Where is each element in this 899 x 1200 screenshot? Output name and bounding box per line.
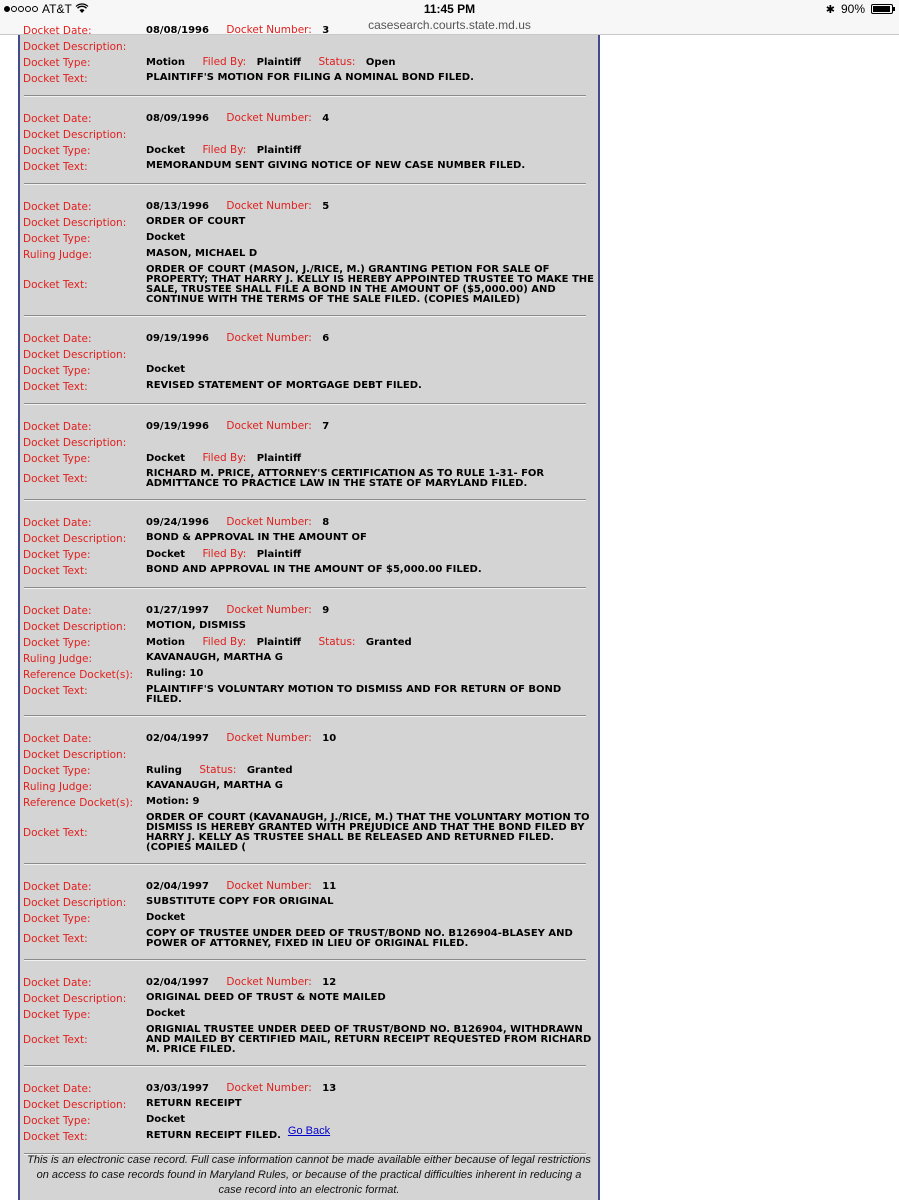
docket-description-row-label: Docket Description:	[23, 129, 127, 141]
docket-text-row-label: Docket Text:	[23, 381, 88, 393]
docket-date: 02/04/1997	[146, 733, 209, 744]
docket-description-row-label: Docket Description:	[23, 993, 127, 1005]
reference-docket-row-value	[146, 669, 598, 679]
docket-type-row-value	[146, 57, 598, 68]
docket-number-label: Docket Number:	[226, 1082, 312, 1094]
entry-separator	[24, 715, 586, 717]
entry-separator	[24, 315, 586, 317]
docket-text-row-label: Docket Text:	[23, 1034, 88, 1046]
docket-type: Docket	[146, 453, 186, 464]
docket-type: Docket	[146, 232, 186, 243]
docket-text-row-label: Docket Text:	[23, 73, 88, 85]
docket-number: 4	[322, 113, 330, 124]
docket-date-row-label: Docket Date:	[23, 201, 92, 213]
docket-description-row-value	[146, 621, 598, 631]
docket-description-row	[20, 217, 598, 229]
docket-description-row-value	[146, 897, 598, 907]
docket-number-label: Docket Number:	[226, 880, 312, 892]
entry-separator	[24, 403, 586, 405]
docket-description-row	[20, 533, 598, 545]
status-right	[826, 2, 893, 16]
docket-entry	[20, 25, 598, 97]
docket-date-row-label: Docket Date:	[23, 881, 92, 893]
filed-by: Plaintiff	[256, 637, 302, 648]
docket-date-row	[20, 333, 598, 345]
ruling-judge: KAVANAUGH, MARTHA G	[146, 780, 283, 791]
ruling-judge-row-label: Ruling Judge:	[23, 653, 93, 665]
ruling-judge-row-value	[146, 781, 598, 791]
docket-text-row-value	[146, 813, 598, 853]
docket-text-row	[20, 469, 598, 489]
docket-type-row-label: Docket Type:	[23, 233, 91, 245]
docket-date: 09/24/1996	[146, 517, 209, 528]
docket-type: Docket	[146, 1008, 186, 1019]
docket-date: 02/04/1997	[146, 881, 209, 892]
docket-text: REVISED STATEMENT OF MORTGAGE DEBT FILED.	[146, 380, 422, 391]
entry-separator	[24, 959, 586, 961]
docket-type-row	[20, 233, 598, 245]
docket-text-row-label: Docket Text:	[23, 685, 88, 697]
docket-text: COPY OF TRUSTEE UNDER DEED OF TRUST/BOND NO. B126904-BLASEY AND POWER OF ATTORNEY, FIXED IN LIEU OF ORIGINAL FILED.	[146, 928, 573, 949]
docket-text-row	[20, 685, 598, 705]
docket-type: Motion	[146, 57, 186, 68]
docket-text-row-label: Docket Text:	[23, 565, 88, 577]
docket-date: 03/03/1997	[146, 1083, 209, 1094]
ruling-judge-row-label: Ruling Judge:	[23, 249, 93, 261]
docket-text: RETURN RECEIPT FILED.	[146, 1130, 281, 1141]
entry-separator	[24, 863, 586, 865]
docket-type-row-label: Docket Type:	[23, 549, 91, 561]
docket-type-row-label: Docket Type:	[23, 637, 91, 649]
status-label: Status:	[318, 56, 356, 68]
reference-docket: Motion: 9	[146, 796, 200, 807]
docket-date-row-value	[146, 605, 598, 616]
docket-type-row-label: Docket Type:	[23, 1115, 91, 1127]
docket-description-row-value	[146, 993, 598, 1003]
reference-docket-row	[20, 669, 598, 681]
ruling-judge: MASON, MICHAEL D	[146, 248, 258, 259]
clock: 11:45 PM	[423, 2, 476, 16]
docket-type-row-label: Docket Type:	[23, 145, 91, 157]
docket-description-row	[20, 129, 598, 141]
docket-text-row-value	[146, 929, 598, 949]
docket-date: 02/04/1997	[146, 977, 209, 988]
filed-by: Plaintiff	[256, 549, 302, 560]
docket-entry	[20, 733, 598, 865]
filed-by-label: Filed By:	[202, 548, 247, 560]
docket-type-row-value	[146, 233, 598, 243]
docket-text-row-label: Docket Text:	[23, 161, 88, 173]
ruling-judge: KAVANAUGH, MARTHA G	[146, 652, 283, 663]
docket-type-row-label: Docket Type:	[23, 765, 91, 777]
docket-description-row	[20, 749, 598, 761]
filed-by: Plaintiff	[256, 57, 302, 68]
ruling-judge-row-value	[146, 249, 598, 259]
docket-text-row-label: Docket Text:	[23, 473, 88, 485]
docket-description-row-label: Docket Description:	[23, 217, 127, 229]
entry-separator	[24, 183, 586, 185]
docket-date-row-value	[146, 113, 598, 124]
docket-number: 5	[322, 201, 330, 212]
docket-text-row-label: Docket Text:	[23, 933, 88, 945]
docket-text-row-label: Docket Text:	[23, 1131, 88, 1143]
ruling-judge-row-label: Ruling Judge:	[23, 781, 93, 793]
docket-date-row-value	[146, 517, 598, 528]
reference-docket: Ruling: 10	[146, 668, 204, 679]
docket-description: RETURN RECEIPT	[146, 1098, 242, 1109]
entry-separator	[24, 95, 586, 97]
docket-description-row-label: Docket Description:	[23, 349, 127, 361]
page-footer	[20, 1125, 598, 1198]
docket-type-row	[20, 1009, 598, 1021]
docket-number-label: Docket Number:	[226, 112, 312, 124]
entry-separator	[24, 587, 586, 589]
docket-text: BOND AND APPROVAL IN THE AMOUNT OF $5,000.00 FILED.	[146, 564, 482, 575]
docket-number: 6	[322, 333, 330, 344]
docket-date: 08/08/1996	[146, 25, 209, 36]
docket-number-label: Docket Number:	[226, 516, 312, 528]
docket-status: Granted	[365, 637, 412, 648]
docket-type-row	[20, 365, 598, 377]
ruling-judge-row	[20, 653, 598, 665]
docket-description-row-label: Docket Description:	[23, 897, 127, 909]
docket-date-row-value	[146, 881, 598, 892]
docket-entry	[20, 201, 598, 317]
docket-entry	[20, 421, 598, 501]
docket-text-row-value	[146, 161, 598, 171]
go-back-link[interactable]: Go Back	[287, 1125, 331, 1137]
docket-date-row-value	[146, 1083, 598, 1094]
docket-date-row-label: Docket Date:	[23, 517, 92, 529]
docket-date-row-label: Docket Date:	[23, 733, 92, 745]
ruling-judge-row	[20, 249, 598, 261]
filed-by-label: Filed By:	[202, 144, 247, 156]
docket-text-row-value	[146, 73, 598, 83]
docket-date-row	[20, 25, 598, 37]
docket-text: RICHARD M. PRICE, ATTORNEY'S CERTIFICATION AS TO RULE 1-31- FOR ADMITTANCE TO PRACTICE LAW IN THE STATE OF MARYLAND FILED.	[146, 468, 545, 489]
docket-description-row-label: Docket Description:	[23, 621, 127, 633]
docket-date-row	[20, 881, 598, 893]
docket-type-row	[20, 145, 598, 157]
docket-type: Docket	[146, 145, 186, 156]
docket-description: MOTION, DISMISS	[146, 620, 246, 631]
filed-by-label: Filed By:	[202, 452, 247, 464]
docket-type-row-value	[146, 1115, 598, 1125]
docket-date-row	[20, 421, 598, 433]
docket-date: 01/27/1997	[146, 605, 209, 616]
carrier-label: AT&T	[42, 2, 72, 16]
docket-number: 8	[322, 517, 330, 528]
docket-type-row-value	[146, 145, 598, 156]
docket-number: 12	[322, 977, 337, 988]
docket-type-row-value	[146, 637, 598, 648]
reference-docket-row-label: Reference Docket(s):	[23, 669, 133, 681]
ruling-judge-row	[20, 781, 598, 793]
docket-text-row	[20, 265, 598, 305]
filed-by: Plaintiff	[256, 145, 302, 156]
docket-type-row	[20, 549, 598, 561]
docket-text-row-value	[146, 381, 598, 391]
docket-date-row	[20, 113, 598, 125]
reference-docket-row	[20, 797, 598, 809]
status-bar	[0, 0, 899, 18]
status-label: Status:	[318, 636, 356, 648]
ruling-judge-row-value	[146, 653, 598, 663]
filed-by: Plaintiff	[256, 453, 302, 464]
docket-description-row	[20, 993, 598, 1005]
docket-number-label: Docket Number:	[226, 24, 312, 36]
docket-date-row-label: Docket Date:	[23, 333, 92, 345]
docket-text: ORDER OF COURT (KAVANAUGH, J./RICE, M.) THAT THE VOLUNTARY MOTION TO DISMISS IS HEREBY GRANTED WITH PREJUDICE AND THAT THE BOND FILED BY HARRY J. KELLY AS TRUSTEE SHALL BE RELEASED AND RETURNED FILED. (COPIES MAILED (	[146, 812, 590, 853]
docket-number-label: Docket Number:	[226, 332, 312, 344]
docket-entry	[20, 881, 598, 961]
docket-number: 11	[322, 881, 337, 892]
docket-number-label: Docket Number:	[226, 976, 312, 988]
docket-description-row-label: Docket Description:	[23, 1099, 127, 1111]
docket-text: PLAINTIFF'S MOTION FOR FILING A NOMINAL BOND FILED.	[146, 72, 474, 83]
docket-text-row	[20, 1025, 598, 1055]
docket-date-row	[20, 977, 598, 989]
docket-date-row-label: Docket Date:	[23, 113, 92, 125]
docket-description-row	[20, 621, 598, 633]
docket-description-row-value	[146, 533, 598, 543]
docket-text-row-value	[146, 1025, 598, 1055]
docket-type-row-label: Docket Type:	[23, 1009, 91, 1021]
docket-type: Docket	[146, 912, 186, 923]
docket-description: ORDER OF COURT	[146, 216, 246, 227]
docket-description-row	[20, 41, 598, 53]
docket-text: ORDER OF COURT (MASON, J./RICE, M.) GRANTING PETION FOR SALE OF PROPERTY; THAT HARRY J. KELLY IS HEREBY APPOINTED TRUSTEE TO MAKE THE SALE, TRUSTEE SHALL FILE A BOND IN THE AMOUNT OF ($5,000.00) AND CONTINUE WITH THE TERMS OF THE SALE FILED. (COPIES MAILED)	[146, 264, 594, 305]
docket-type-row-value	[146, 913, 598, 923]
filed-by-label: Filed By:	[202, 56, 247, 68]
docket-description: ORIGINAL DEED OF TRUST & NOTE MAILED	[146, 992, 386, 1003]
docket-number-label: Docket Number:	[226, 732, 312, 744]
reference-docket-row-label: Reference Docket(s):	[23, 797, 133, 809]
docket-type-row	[20, 765, 598, 777]
docket-description-row-label: Docket Description:	[23, 437, 127, 449]
docket-description-row	[20, 1099, 598, 1111]
docket-entries	[20, 25, 598, 1171]
docket-date-row-value	[146, 977, 598, 988]
docket-date-row	[20, 517, 598, 529]
docket-description-row	[20, 897, 598, 909]
docket-text: PLAINTIFF'S VOLUNTARY MOTION TO DISMISS AND FOR RETURN OF BOND FILED.	[146, 684, 562, 705]
filed-by-label: Filed By:	[202, 636, 247, 648]
docket-type-row	[20, 637, 598, 649]
docket-description-row	[20, 349, 598, 361]
docket-date: 08/09/1996	[146, 113, 209, 124]
docket-number-label: Docket Number:	[226, 420, 312, 432]
docket-description: SUBSTITUTE COPY FOR ORIGINAL	[146, 896, 334, 907]
docket-entry	[20, 517, 598, 589]
docket-number: 7	[322, 421, 330, 432]
docket-date-row	[20, 605, 598, 617]
docket-date: 09/19/1996	[146, 333, 209, 344]
docket-number-label: Docket Number:	[226, 200, 312, 212]
docket-text-row-value	[146, 685, 598, 705]
docket-status: Granted	[246, 765, 293, 776]
docket-date-row	[20, 201, 598, 213]
disclaimer-text: This is an electronic case record. Full case information cannot be made available either because of legal restrictions on access to case records found in Maryland Rules, or because of the practical difficulties inherent in reducing a case record into an electronic format.	[27, 1154, 591, 1196]
bluetooth-icon: ✱	[825, 3, 835, 16]
docket-text-row	[20, 929, 598, 949]
docket-date-row	[20, 1083, 598, 1095]
docket-text-row	[20, 73, 598, 85]
docket-date-row-label: Docket Date:	[23, 977, 92, 989]
docket-type: Docket	[146, 1114, 186, 1125]
docket-date-row-value	[146, 733, 598, 744]
docket-date-row-value	[146, 421, 598, 432]
docket-type-row-value	[146, 365, 598, 375]
docket-text-row-label: Docket Text:	[23, 279, 88, 291]
docket-text: ORIGNIAL TRUSTEE UNDER DEED OF TRUST/BOND NO. B126904, WITHDRAWN AND MAILED BY CERTIFIED MAIL, RETURN RECEIPT REQUESTED FROM RICHARD M. PRICE FILED.	[146, 1024, 592, 1055]
entry-separator	[24, 1065, 586, 1067]
docket-number: 13	[322, 1083, 337, 1094]
docket-type-row-value	[146, 453, 598, 464]
docket-type-row	[20, 57, 598, 69]
docket-date: 09/19/1996	[146, 421, 209, 432]
docket-description-row	[20, 437, 598, 449]
status-label: Status:	[199, 764, 237, 776]
docket-date-row-label: Docket Date:	[23, 421, 92, 433]
docket-text-row-value	[146, 469, 598, 489]
docket-description-row-value	[146, 217, 598, 227]
docket-description-row-label: Docket Description:	[23, 749, 127, 761]
docket-text-row-label: Docket Text:	[23, 827, 88, 839]
docket-description-row-label: Docket Description:	[23, 533, 127, 545]
docket-date-row-label: Docket Date:	[23, 605, 92, 617]
docket-text-row	[20, 813, 598, 853]
docket-entry	[20, 605, 598, 717]
docket-date-row-value	[146, 333, 598, 344]
docket-type-row-label: Docket Type:	[23, 913, 91, 925]
docket-date-row-value	[146, 201, 598, 212]
docket-type-row-label: Docket Type:	[23, 57, 91, 69]
docket-description: BOND & APPROVAL IN THE AMOUNT OF	[146, 532, 367, 543]
docket-text-row	[20, 161, 598, 173]
address-bar[interactable]: casesearch.courts.state.md.us	[0, 18, 899, 35]
docket-type: Ruling	[146, 765, 182, 776]
docket-type: Motion	[146, 637, 186, 648]
docket-type-row-value	[146, 1009, 598, 1019]
docket-text: MEMORANDUM SENT GIVING NOTICE OF NEW CASE NUMBER FILED.	[146, 160, 526, 171]
docket-type-row-value	[146, 765, 598, 776]
docket-entry	[20, 333, 598, 405]
docket-text-row-value	[146, 565, 598, 575]
docket-number: 10	[322, 733, 337, 744]
docket-type: Docket	[146, 364, 186, 375]
battery-icon	[871, 4, 893, 14]
reference-docket-row-value	[146, 797, 598, 807]
docket-type-row-label: Docket Type:	[23, 365, 91, 377]
docket-date: 08/13/1996	[146, 201, 209, 212]
docket-text-row-value	[146, 265, 598, 305]
docket-type-row	[20, 913, 598, 925]
docket-number-label: Docket Number:	[226, 604, 312, 616]
docket-type-row-value	[146, 549, 598, 560]
docket-date-row-label: Docket Date:	[23, 25, 92, 37]
docket-status: Open	[365, 57, 396, 68]
docket-type: Docket	[146, 549, 186, 560]
docket-entry	[20, 977, 598, 1067]
docket-number: 3	[322, 25, 330, 36]
entry-separator	[24, 499, 586, 501]
docket-number: 9	[322, 605, 330, 616]
battery-percent: 90%	[840, 2, 865, 16]
docket-description-row-value	[146, 1099, 598, 1109]
docket-date-row	[20, 733, 598, 745]
docket-date-row-value	[146, 25, 598, 36]
docket-entry	[20, 113, 598, 185]
docket-date-row-label: Docket Date:	[23, 1083, 92, 1095]
docket-type-row	[20, 453, 598, 465]
docket-text-row	[20, 565, 598, 577]
docket-text-row	[20, 381, 598, 393]
docket-description-row-label: Docket Description:	[23, 41, 127, 53]
docket-type-row-label: Docket Type:	[23, 453, 91, 465]
